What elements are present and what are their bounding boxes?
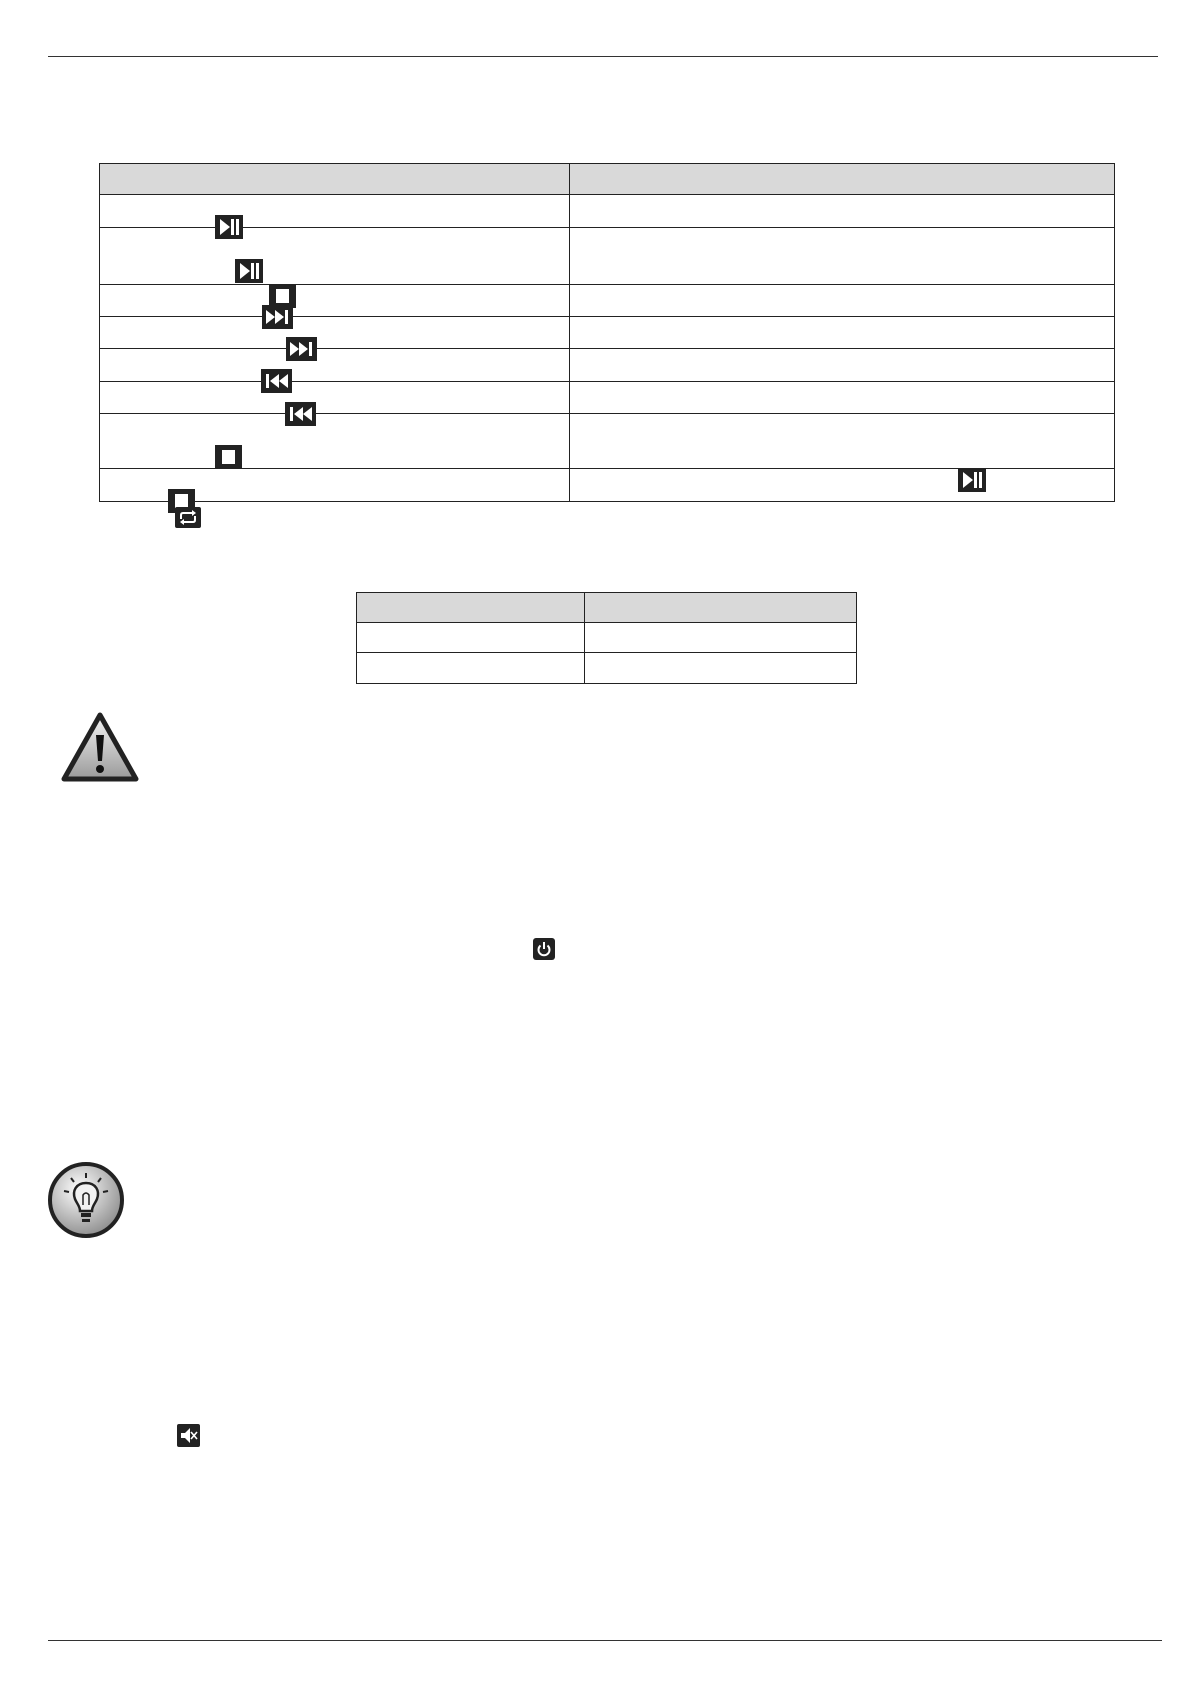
repeat-icon: [175, 507, 201, 528]
footer-rule: [48, 1640, 1162, 1641]
table-cell-right: [570, 317, 1115, 349]
table-cell-left: [100, 228, 570, 285]
table-cell-right: [570, 349, 1115, 382]
table-cell-left: [100, 195, 570, 228]
table-header-row: [357, 593, 857, 623]
table-row: [100, 382, 1115, 414]
stop-icon: [215, 445, 242, 469]
table-cell-left: [100, 349, 570, 382]
table-cell-left: [100, 414, 570, 469]
header-cell-right: [585, 593, 857, 623]
table-cell-right: [570, 469, 1115, 502]
table-cell: [585, 653, 857, 684]
table-cell-right: [570, 228, 1115, 285]
header-cell-left: [100, 164, 570, 195]
table-cell: [585, 623, 857, 653]
table-header-row: [100, 164, 1115, 195]
table-cell: [357, 653, 585, 684]
table-row: [357, 623, 857, 653]
header-rule: [48, 56, 1158, 57]
header-cell-left: [357, 593, 585, 623]
header-cell-right: [570, 164, 1115, 195]
power-icon: [533, 938, 555, 960]
table-cell-right: [570, 382, 1115, 414]
table-row: [100, 414, 1115, 469]
mute-icon: [177, 1424, 200, 1447]
table-cell-right: [570, 414, 1115, 469]
table-cell-left: [100, 469, 570, 502]
table-cell-left: [100, 285, 570, 317]
table-row: [100, 228, 1115, 285]
warning-icon: [60, 711, 140, 783]
table-row: [100, 469, 1115, 502]
table-cell-left: [100, 382, 570, 414]
table-cell-right: [570, 195, 1115, 228]
table-cell: [357, 623, 585, 653]
table-row: [100, 285, 1115, 317]
small-table: [356, 592, 857, 684]
table-cell-right: [570, 285, 1115, 317]
controls-table: [99, 163, 1115, 502]
play-pause-icon: [235, 259, 263, 283]
table-row: [357, 653, 857, 684]
table-row: [100, 195, 1115, 228]
table-cell-left: [100, 317, 570, 349]
table-row: [100, 349, 1115, 382]
table-row: [100, 317, 1115, 349]
lightbulb-tip-icon: [47, 1161, 125, 1239]
